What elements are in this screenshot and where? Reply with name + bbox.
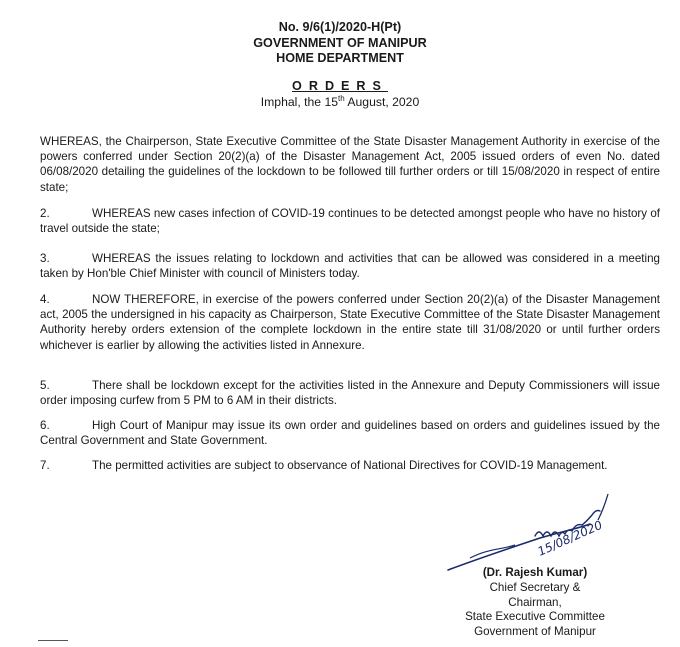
paragraph-number: 4. <box>40 293 50 306</box>
paragraph-number: 2. <box>40 207 50 220</box>
paragraph-number: 7. <box>40 459 50 472</box>
paragraph-2 <box>40 206 660 236</box>
paragraph-text: NOW THEREFORE, in exercise of the powers conferred under Section 20(2)(a) of the Disaster Management act, 2005 the undersigned in his capacity as Chairperson, State Executive Committee of the State Disaster Management Authority hereby orders extension of the complete lockdown in the entire state till 31/08/2020 or until further orders whichever is earlier by allowing the activities listed in Annexure. <box>40 293 660 352</box>
paragraph-number: 6. <box>40 419 50 432</box>
paragraph-4 <box>40 292 660 353</box>
paragraph-text: WHEREAS, the Chairperson, State Executive Committee of the State Disaster Management Authority in exercise of the powers conferred under Section 20(2)(a) of the Disaster Management Act, 2005 issued orders of even No. dated 06/08/2020 detailing the guidelines of the lockdown to be followed till further orders or till 15/08/2020 in respect of entire state; <box>40 135 660 194</box>
paragraph-text: The permitted activities are subject to observance of National Directives for COVID-19 Management. <box>92 459 608 472</box>
paragraph-3 <box>40 251 660 281</box>
dateline <box>0 94 680 109</box>
signatory-name: (Dr. Rajesh Kumar) <box>482 566 588 579</box>
document-header <box>0 20 680 67</box>
paragraph-text: There shall be lockdown except for the activities listed in the Annexure and Deputy Commissioners will issue order imposing curfew from 5 PM to 6 AM in their districts. <box>40 379 660 408</box>
paragraph-1 <box>40 134 660 195</box>
paragraph-number: 3. <box>40 252 50 265</box>
dateline-suffix: th <box>338 94 345 103</box>
handwritten-signature <box>440 488 640 578</box>
paragraph-7 <box>40 458 660 473</box>
orders-title: ORDERS <box>292 79 388 93</box>
paragraph-6 <box>40 418 660 448</box>
signatory-designation-4: Government of Manipur <box>474 625 596 639</box>
signatory-designation-3: State Executive Committee <box>465 610 605 624</box>
signatory-designation-1: Chief Secretary & <box>489 580 581 594</box>
paragraph-text: WHEREAS new cases infection of COVID-19 continues to be detected amongst people who have no history of travel outside the state; <box>40 207 660 236</box>
dateline-place: Imphal, the 15 <box>260 95 339 110</box>
order-number: No. 9/6(1)/2020-H(Pt) <box>278 20 402 34</box>
paragraph-number: 5. <box>40 379 50 392</box>
page-cutoff-mark <box>38 640 68 644</box>
paragraph-text: High Court of Manipur may issue its own order and guidelines based on orders and guidelines issued by the Central Government and State Government. <box>40 419 660 448</box>
signature-date: 15/08/2020 <box>535 517 605 559</box>
signatory-designation-2: Chairman, <box>508 595 562 609</box>
dateline-rest: August, 2020 <box>344 95 420 110</box>
department-name: HOME DEPARTMENT <box>276 51 404 65</box>
government-name: GOVERNMENT OF MANIPUR <box>253 35 427 50</box>
paragraph-5 <box>40 378 660 408</box>
paragraph-text: WHEREAS the issues relating to lockdown and activities that can be allowed was considered in a meeting taken by Hon'ble Chief Minister with council of Ministers today. <box>40 252 660 281</box>
signature-block <box>420 566 650 640</box>
